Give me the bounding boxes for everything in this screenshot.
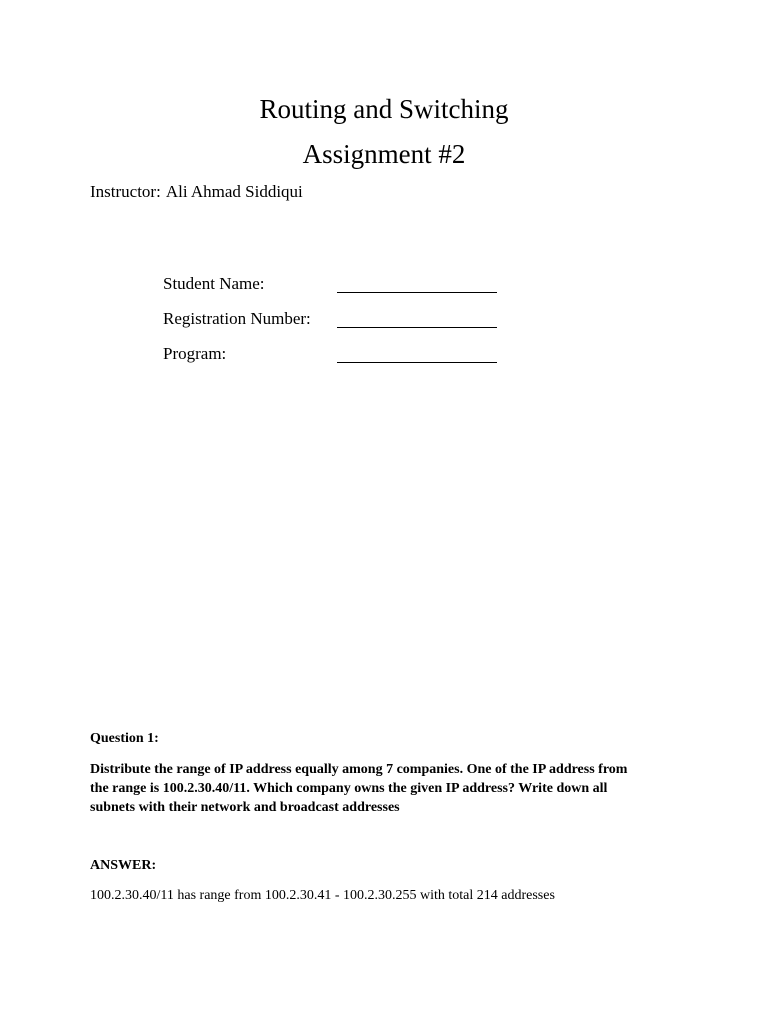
registration-number-blank [337, 327, 497, 328]
document-title: Routing and Switching [259, 94, 509, 124]
program-blank [337, 362, 497, 363]
student-name-blank [337, 292, 497, 293]
question-heading: Question 1: [90, 731, 159, 746]
answer-text: 100.2.30.40/11 has range from 100.2.30.41 - 100.2.30.255 with total 214 addresses [90, 888, 555, 903]
instructor-label: Instructor: [90, 182, 161, 201]
instructor-name: Ali Ahmad Siddiqui [165, 182, 303, 201]
registration-number-label: Registration Number: [163, 309, 311, 328]
registration-number-row [163, 308, 337, 332]
question-text [90, 760, 690, 817]
instructor-line [90, 181, 303, 203]
answer-heading: ANSWER: [90, 858, 157, 873]
question-line: Distribute the range of IP address equally among 7 companies. One of the IP address from [90, 762, 628, 777]
assignment-subtitle: Assignment #2 [302, 139, 466, 169]
student-name-row [163, 273, 337, 297]
question-line: subnets with their network and broadcast addresses [90, 800, 400, 815]
program-label: Program: [163, 344, 227, 363]
question-line: the range is 100.2.30.40/11. Which company owns the given IP address? Write down all [90, 781, 608, 796]
student-name-label: Student Name: [163, 274, 265, 293]
program-row [163, 343, 337, 367]
